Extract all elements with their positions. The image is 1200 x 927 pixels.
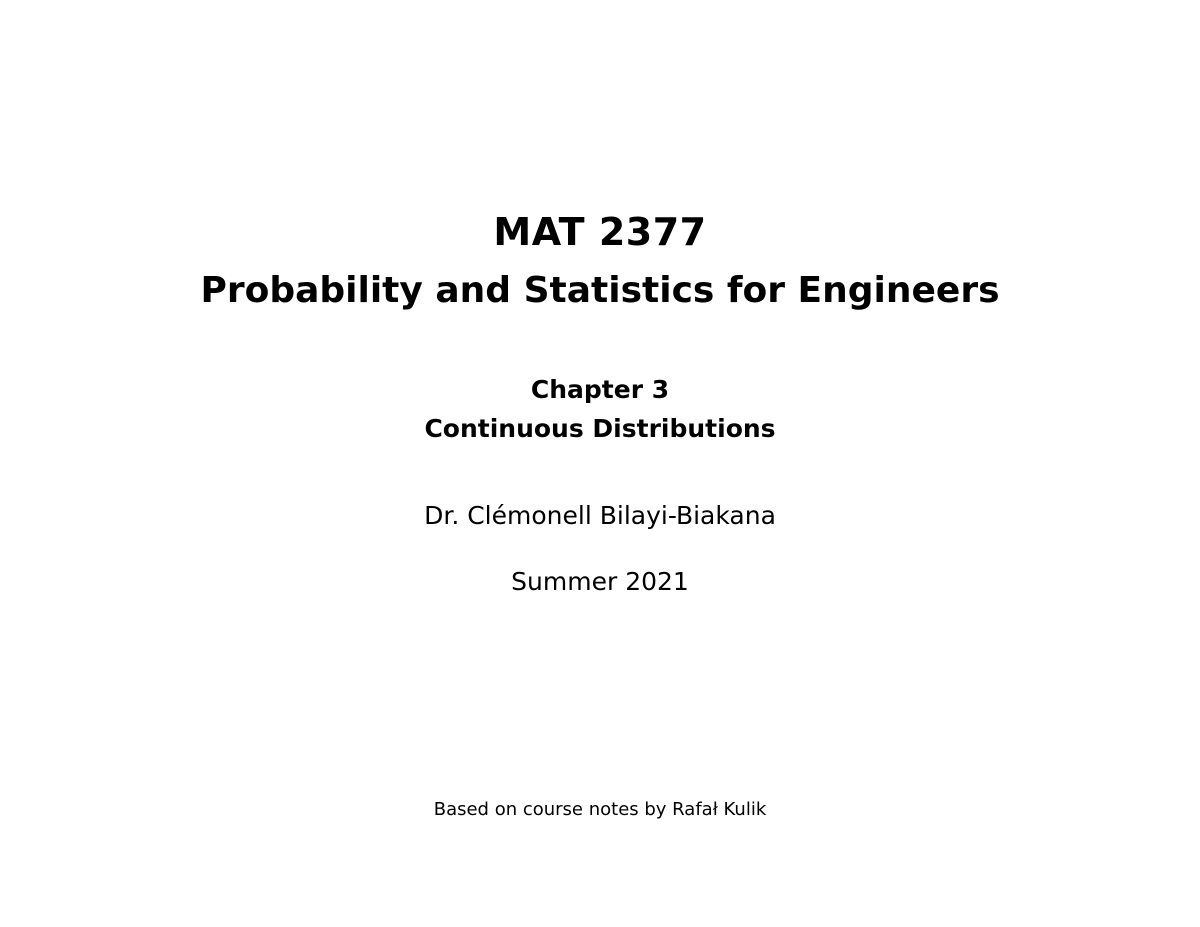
course-title: Probability and Statistics for Engineers xyxy=(200,270,1000,311)
chapter-number: Chapter 3 xyxy=(530,375,670,404)
credit-note: Based on course notes by Rafał Kulik xyxy=(433,799,767,820)
term-date: Summer 2021 xyxy=(511,567,689,596)
chapter-title: Continuous Distributions xyxy=(424,414,776,443)
author-name: Dr. Clémonell Bilayi-Biakana xyxy=(424,501,776,530)
course-code: MAT 2377 xyxy=(493,210,707,254)
